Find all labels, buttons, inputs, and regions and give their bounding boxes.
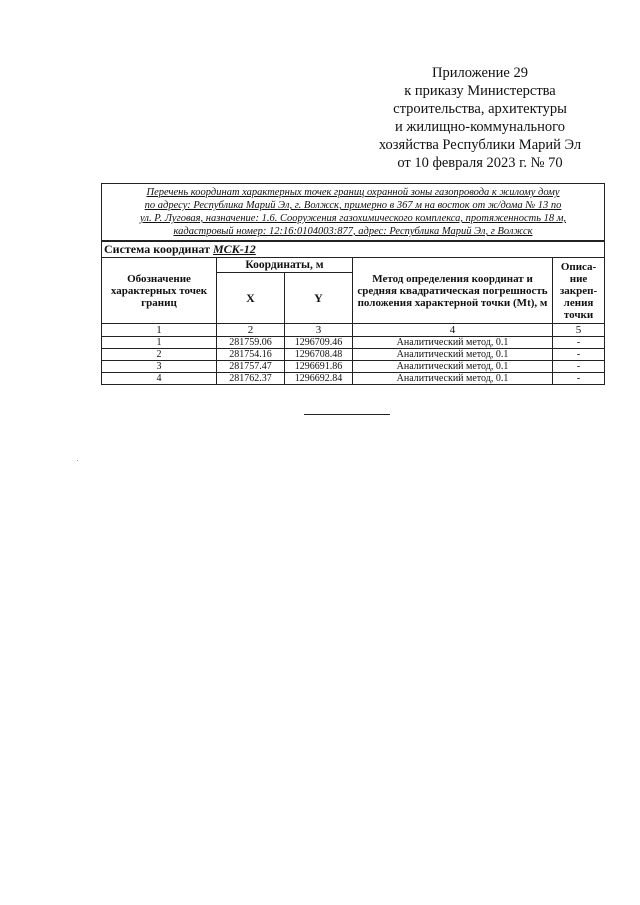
fix-cell: - bbox=[553, 373, 605, 385]
x-header: X bbox=[217, 273, 285, 324]
y-cell: 1296708.48 bbox=[285, 349, 353, 361]
point-designation-header: Обозначение характерных точек границ bbox=[102, 258, 217, 324]
column-number: 4 bbox=[353, 324, 553, 337]
table-row bbox=[102, 337, 605, 349]
table-row bbox=[102, 373, 605, 385]
caption-line: ул. Р. Луговая, назначение: 1.6. Сооружения газохимического комплекса, протяженность 18 м, bbox=[140, 213, 567, 224]
scan-speck bbox=[77, 460, 78, 461]
column-numbers-row bbox=[102, 324, 605, 337]
appendix-header-line: от 10 февраля 2023 г. № 70 bbox=[397, 155, 563, 171]
x-cell: 281757.47 bbox=[217, 361, 285, 373]
point-cell: 4 bbox=[102, 373, 217, 385]
table-row bbox=[102, 349, 605, 361]
fixing-description-header: Описа-ние закреп-ления точки bbox=[553, 258, 605, 324]
point-cell: 3 bbox=[102, 361, 217, 373]
method-cell: Аналитический метод, 0.1 bbox=[353, 349, 553, 361]
column-number: 3 bbox=[285, 324, 353, 337]
appendix-header-line: и жилищно-коммунального bbox=[394, 119, 566, 135]
coordinate-system-value: МСК-12 bbox=[212, 242, 256, 256]
y-cell: 1296692.84 bbox=[285, 373, 353, 385]
y-cell: 1296691.86 bbox=[285, 361, 353, 373]
coordinate-system-label: Система координат bbox=[104, 242, 210, 256]
method-cell: Аналитический метод, 0.1 bbox=[353, 361, 553, 373]
column-number: 5 bbox=[553, 324, 605, 337]
appendix-header-line: хозяйства Республики Марий Эл bbox=[378, 137, 582, 153]
method-cell: Аналитический метод, 0.1 bbox=[353, 337, 553, 349]
fix-cell: - bbox=[553, 361, 605, 373]
caption-line: по адресу: Республика Марий Эл, г. Волжск, примерно в 367 м на восток от ж/дома № 13 по bbox=[144, 200, 562, 211]
caption-line: кадастровый номер: 12:16:0104003:877, адрес: Республика Марий Эл, г Волжск bbox=[173, 226, 533, 237]
fix-cell: - bbox=[553, 337, 605, 349]
method-cell: Аналитический метод, 0.1 bbox=[353, 373, 553, 385]
coordinate-system-row bbox=[102, 241, 605, 258]
appendix-header-line: к приказу Министерства bbox=[404, 83, 556, 99]
y-cell: 1296709.46 bbox=[285, 337, 353, 349]
y-header: Y bbox=[285, 273, 353, 324]
method-header: Метод определения координат и средняя квадратическая погрешность положения характерной точки (Mt), м bbox=[353, 258, 553, 324]
x-cell: 281762.37 bbox=[217, 373, 285, 385]
point-cell: 1 bbox=[102, 337, 217, 349]
end-separator-line bbox=[304, 414, 390, 415]
appendix-header bbox=[360, 64, 600, 172]
x-cell: 281759.06 bbox=[217, 337, 285, 349]
caption-line: Перечень координат характерных точек границ охранной зоны газопровода к жилому дому bbox=[146, 187, 560, 198]
column-number: 2 bbox=[217, 324, 285, 337]
table-row bbox=[102, 361, 605, 373]
x-cell: 281754.16 bbox=[217, 349, 285, 361]
appendix-header-line: строительства, архитектуры bbox=[393, 101, 567, 117]
appendix-header-line: Приложение 29 bbox=[432, 65, 528, 81]
column-number: 1 bbox=[102, 324, 217, 337]
coordinates-table bbox=[101, 183, 605, 385]
table-caption bbox=[102, 184, 605, 242]
point-cell: 2 bbox=[102, 349, 217, 361]
fix-cell: - bbox=[553, 349, 605, 361]
coordinates-header: Координаты, м bbox=[217, 258, 353, 273]
